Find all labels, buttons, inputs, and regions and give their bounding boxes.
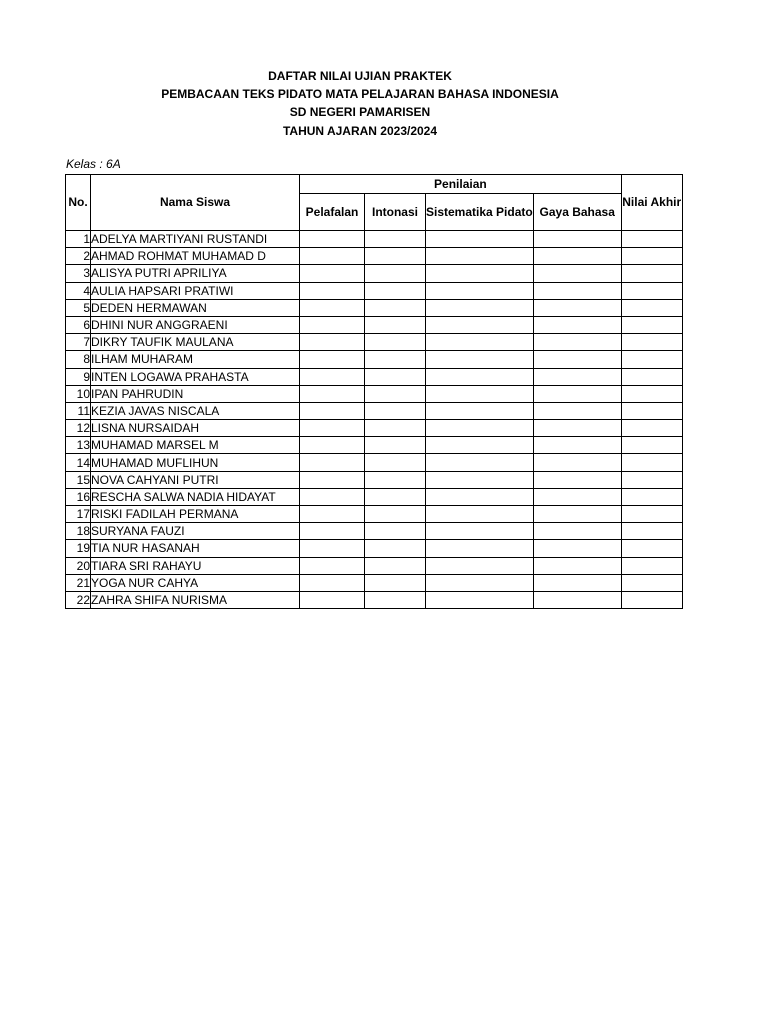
table-row <box>66 437 683 454</box>
pelafalan-cell[interactable] <box>300 420 365 437</box>
row-number: 18 <box>66 523 91 540</box>
nilai-akhir-cell[interactable] <box>621 282 682 299</box>
nilai-akhir-cell[interactable] <box>621 402 682 419</box>
pelafalan-cell[interactable] <box>300 488 365 505</box>
document-title-block <box>0 67 720 140</box>
row-number: 14 <box>66 454 91 471</box>
pelafalan-cell[interactable] <box>300 282 365 299</box>
nilai-akhir-cell[interactable] <box>621 231 682 248</box>
header-sistematika-pidato: Sistematika Pidato <box>426 194 534 231</box>
table-row <box>66 351 683 368</box>
pelafalan-cell[interactable] <box>300 437 365 454</box>
nilai-akhir-cell[interactable] <box>621 540 682 557</box>
row-number: 21 <box>66 574 91 591</box>
intonasi-cell[interactable] <box>365 488 426 505</box>
gaya-bahasa-cell[interactable] <box>533 248 621 265</box>
gaya-bahasa-cell[interactable] <box>533 540 621 557</box>
nilai-akhir-cell[interactable] <box>621 385 682 402</box>
gaya-bahasa-cell[interactable] <box>533 506 621 523</box>
nilai-akhir-cell[interactable] <box>621 420 682 437</box>
gaya-bahasa-cell[interactable] <box>533 282 621 299</box>
sistematika-cell[interactable] <box>426 368 534 385</box>
row-number: 1 <box>66 231 91 248</box>
nilai-akhir-cell[interactable] <box>621 454 682 471</box>
sistematika-cell[interactable] <box>426 437 534 454</box>
table-row <box>66 282 683 299</box>
intonasi-cell[interactable] <box>365 540 426 557</box>
gaya-bahasa-cell[interactable] <box>533 368 621 385</box>
student-name: ADELYA MARTIYANI RUSTANDI <box>91 231 300 248</box>
table-row <box>66 454 683 471</box>
student-name: ZAHRA SHIFA NURISMA <box>91 591 300 608</box>
sistematika-cell[interactable] <box>426 385 534 402</box>
gaya-bahasa-cell[interactable] <box>533 454 621 471</box>
student-name: DEDEN HERMAWAN <box>91 299 300 316</box>
student-name: AULIA HAPSARI PRATIWI <box>91 282 300 299</box>
pelafalan-cell[interactable] <box>300 574 365 591</box>
intonasi-cell[interactable] <box>365 316 426 333</box>
row-number: 19 <box>66 540 91 557</box>
sistematika-cell[interactable] <box>426 557 534 574</box>
nilai-akhir-cell[interactable] <box>621 351 682 368</box>
table-row <box>66 471 683 488</box>
intonasi-cell[interactable] <box>365 299 426 316</box>
gaya-bahasa-cell[interactable] <box>533 557 621 574</box>
intonasi-cell[interactable] <box>365 523 426 540</box>
nilai-akhir-cell[interactable] <box>621 574 682 591</box>
sistematika-cell[interactable] <box>426 316 534 333</box>
row-number: 8 <box>66 351 91 368</box>
pelafalan-cell[interactable] <box>300 351 365 368</box>
student-name: AHMAD ROHMAT MUHAMAD D <box>91 248 300 265</box>
student-name: SURYANA FAUZI <box>91 523 300 540</box>
sistematika-cell[interactable] <box>426 454 534 471</box>
header-intonasi: Intonasi <box>365 194 426 231</box>
row-number: 17 <box>66 506 91 523</box>
sistematika-cell[interactable] <box>426 523 534 540</box>
sistematika-cell[interactable] <box>426 420 534 437</box>
pelafalan-cell[interactable] <box>300 265 365 282</box>
intonasi-cell[interactable] <box>365 557 426 574</box>
gaya-bahasa-cell[interactable] <box>533 591 621 608</box>
sistematika-cell[interactable] <box>426 506 534 523</box>
pelafalan-cell[interactable] <box>300 540 365 557</box>
row-number: 13 <box>66 437 91 454</box>
student-name: MUHAMAD MARSEL M <box>91 437 300 454</box>
sistematika-cell[interactable] <box>426 282 534 299</box>
pelafalan-cell[interactable] <box>300 368 365 385</box>
row-number: 3 <box>66 265 91 282</box>
intonasi-cell[interactable] <box>365 591 426 608</box>
gaya-bahasa-cell[interactable] <box>533 420 621 437</box>
intonasi-cell[interactable] <box>365 334 426 351</box>
row-number: 7 <box>66 334 91 351</box>
pelafalan-cell[interactable] <box>300 385 365 402</box>
sistematika-cell[interactable] <box>426 299 534 316</box>
intonasi-cell[interactable] <box>365 368 426 385</box>
table-row <box>66 248 683 265</box>
title-line-1: DAFTAR NILAI UJIAN PRAKTEK <box>268 69 452 83</box>
header-nama-siswa: Nama Siswa <box>91 175 300 231</box>
table-row <box>66 488 683 505</box>
table-row <box>66 523 683 540</box>
gaya-bahasa-cell[interactable] <box>533 385 621 402</box>
row-number: 15 <box>66 471 91 488</box>
student-name: YOGA NUR CAHYA <box>91 574 300 591</box>
title-line-2: PEMBACAAN TEKS PIDATO MATA PELAJARAN BAHASA INDONESIA <box>161 87 559 102</box>
nilai-akhir-cell[interactable] <box>621 248 682 265</box>
gaya-bahasa-cell[interactable] <box>533 437 621 454</box>
table-row <box>66 334 683 351</box>
pelafalan-cell[interactable] <box>300 506 365 523</box>
student-name: LISNA NURSAIDAH <box>91 420 300 437</box>
row-number: 2 <box>66 248 91 265</box>
intonasi-cell[interactable] <box>365 506 426 523</box>
sistematika-cell[interactable] <box>426 574 534 591</box>
nilai-akhir-cell[interactable] <box>621 368 682 385</box>
row-number: 9 <box>66 368 91 385</box>
nilai-akhir-cell[interactable] <box>621 437 682 454</box>
sistematika-cell[interactable] <box>426 471 534 488</box>
pelafalan-cell[interactable] <box>300 591 365 608</box>
table-row <box>66 402 683 419</box>
gaya-bahasa-cell[interactable] <box>533 523 621 540</box>
gaya-bahasa-cell[interactable] <box>533 316 621 333</box>
intonasi-cell[interactable] <box>365 248 426 265</box>
row-number: 5 <box>66 299 91 316</box>
sistematika-cell[interactable] <box>426 231 534 248</box>
row-number: 22 <box>66 591 91 608</box>
intonasi-cell[interactable] <box>365 420 426 437</box>
row-number: 10 <box>66 385 91 402</box>
sistematika-cell[interactable] <box>426 334 534 351</box>
gaya-bahasa-cell[interactable] <box>533 488 621 505</box>
pelafalan-cell[interactable] <box>300 402 365 419</box>
student-name: INTEN LOGAWA PRAHASTA <box>91 368 300 385</box>
intonasi-cell[interactable] <box>365 351 426 368</box>
intonasi-cell[interactable] <box>365 574 426 591</box>
nilai-akhir-cell[interactable] <box>621 265 682 282</box>
pelafalan-cell[interactable] <box>300 557 365 574</box>
student-name: ALISYA PUTRI APRILIYA <box>91 265 300 282</box>
table-row <box>66 299 683 316</box>
header-penilaian: Penilaian <box>300 175 622 194</box>
gaya-bahasa-cell[interactable] <box>533 471 621 488</box>
pelafalan-cell[interactable] <box>300 299 365 316</box>
nilai-akhir-cell[interactable] <box>621 316 682 333</box>
title-line-4: TAHUN AJARAN 2023/2024 <box>282 123 438 138</box>
table-row <box>66 506 683 523</box>
pelafalan-cell[interactable] <box>300 454 365 471</box>
grade-table <box>65 174 683 609</box>
student-rows <box>66 231 683 609</box>
student-name: MUHAMAD MUFLIHUN <box>91 454 300 471</box>
nilai-akhir-cell[interactable] <box>621 471 682 488</box>
row-number: 11 <box>66 402 91 419</box>
intonasi-cell[interactable] <box>365 282 426 299</box>
nilai-akhir-cell[interactable] <box>621 557 682 574</box>
gaya-bahasa-cell[interactable] <box>533 299 621 316</box>
table-row <box>66 540 683 557</box>
sistematika-cell[interactable] <box>426 265 534 282</box>
nilai-akhir-cell[interactable] <box>621 299 682 316</box>
title-line-3: SD NEGERI PAMARISEN <box>289 105 431 120</box>
gaya-bahasa-cell[interactable] <box>533 351 621 368</box>
student-name: NOVA CAHYANI PUTRI <box>91 471 300 488</box>
gaya-bahasa-cell[interactable] <box>533 231 621 248</box>
row-number: 4 <box>66 282 91 299</box>
student-name: ILHAM MUHARAM <box>91 351 300 368</box>
sistematika-cell[interactable] <box>426 591 534 608</box>
sistematika-cell[interactable] <box>426 351 534 368</box>
row-number: 16 <box>66 488 91 505</box>
header-nilai-akhir: Nilai Akhir <box>621 175 682 231</box>
row-number: 12 <box>66 420 91 437</box>
intonasi-cell[interactable] <box>365 437 426 454</box>
nilai-akhir-cell[interactable] <box>621 334 682 351</box>
nilai-akhir-cell[interactable] <box>621 591 682 608</box>
header-no: No. <box>66 175 91 231</box>
student-name: DIKRY TAUFIK MAULANA <box>91 334 300 351</box>
table-row <box>66 265 683 282</box>
gaya-bahasa-cell[interactable] <box>533 265 621 282</box>
intonasi-cell[interactable] <box>365 265 426 282</box>
student-name: RISKI FADILAH PERMANA <box>91 506 300 523</box>
table-row <box>66 368 683 385</box>
gaya-bahasa-cell[interactable] <box>533 334 621 351</box>
gaya-bahasa-cell[interactable] <box>533 402 621 419</box>
intonasi-cell[interactable] <box>365 402 426 419</box>
student-name: KEZIA JAVAS NISCALA <box>91 402 300 419</box>
sistematika-cell[interactable] <box>426 540 534 557</box>
table-row <box>66 231 683 248</box>
gaya-bahasa-cell[interactable] <box>533 574 621 591</box>
header-gaya-bahasa: Gaya Bahasa <box>533 194 621 231</box>
intonasi-cell[interactable] <box>365 385 426 402</box>
intonasi-cell[interactable] <box>365 454 426 471</box>
pelafalan-cell[interactable] <box>300 231 365 248</box>
pelafalan-cell[interactable] <box>300 523 365 540</box>
table-row <box>66 557 683 574</box>
row-number: 6 <box>66 316 91 333</box>
table-row <box>66 420 683 437</box>
student-name: TIA NUR HASANAH <box>91 540 300 557</box>
sistematika-cell[interactable] <box>426 488 534 505</box>
row-number: 20 <box>66 557 91 574</box>
student-name: TIARA SRI RAHAYU <box>91 557 300 574</box>
table-row <box>66 316 683 333</box>
nilai-akhir-cell[interactable] <box>621 523 682 540</box>
table-row <box>66 591 683 608</box>
table-row <box>66 385 683 402</box>
nilai-akhir-cell[interactable] <box>621 506 682 523</box>
student-name: DHINI NUR ANGGRAENI <box>91 316 300 333</box>
pelafalan-cell[interactable] <box>300 471 365 488</box>
table-row <box>66 574 683 591</box>
nilai-akhir-cell[interactable] <box>621 488 682 505</box>
class-label: Kelas : 6A <box>66 157 121 171</box>
student-name: RESCHA SALWA NADIA HIDAYAT <box>91 488 300 505</box>
intonasi-cell[interactable] <box>365 231 426 248</box>
intonasi-cell[interactable] <box>365 471 426 488</box>
pelafalan-cell[interactable] <box>300 316 365 333</box>
sistematika-cell[interactable] <box>426 248 534 265</box>
header-pelafalan: Pelafalan <box>300 194 365 231</box>
pelafalan-cell[interactable] <box>300 248 365 265</box>
pelafalan-cell[interactable] <box>300 334 365 351</box>
student-name: IPAN PAHRUDIN <box>91 385 300 402</box>
sistematika-cell[interactable] <box>426 402 534 419</box>
